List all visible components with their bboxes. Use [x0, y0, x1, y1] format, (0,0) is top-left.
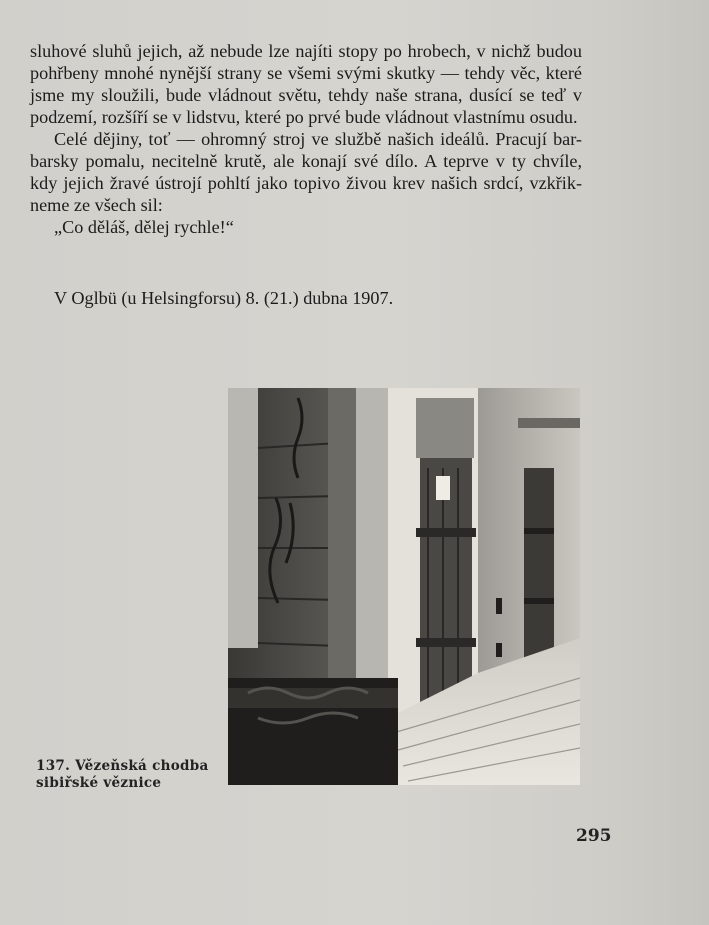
caption-line: 137. Vězeňská chodba — [36, 758, 209, 774]
body-text — [30, 40, 582, 238]
paragraph-history — [30, 128, 582, 216]
text-line: v podzemí, rozšíří se v lidstvu, které po prvé bude vládnout vlastnímu — [30, 85, 582, 127]
text-line: sluhové sluhů jejich, až nebude lze najíti stopy po hrobech, v nichž budou — [30, 41, 582, 61]
page-number: 295 — [576, 826, 612, 846]
text-line: Celé dějiny, toť — ohromný stroj ve službě našich ideálů. Pracují bar- — [54, 129, 582, 149]
figure-caption — [36, 758, 209, 792]
paragraph-continuation — [30, 40, 582, 128]
text-line: neme ze všech sil: — [30, 195, 163, 215]
quote-line: „Co děláš, dělej rychle!“ — [54, 217, 234, 237]
text-line: barsky pomalu, necitelně krutě, ale konají své dílo. A teprve v ty chvíle, — [30, 151, 582, 171]
dateline: V Oglbü (u Helsingforsu) 8. (21.) dubna 1907. — [54, 288, 394, 308]
text-line: osudu. — [529, 107, 578, 127]
photo-illustration — [228, 388, 580, 785]
caption-line: sibiřské věznice — [36, 775, 162, 791]
text-line: jsme my sloužili, bude vládnout světu, tehdy naše strana, dusící se teď — [30, 85, 567, 105]
text-line: pohřbeny mnohé nynější strany se všemi svými skutky — tehdy věc, které — [30, 63, 582, 83]
text-line: kdy jejich žravé ústrojí pohltí jako topivo živou krev našich srdcí, vzkřik- — [30, 173, 582, 193]
prison-corridor-photo — [228, 388, 580, 785]
